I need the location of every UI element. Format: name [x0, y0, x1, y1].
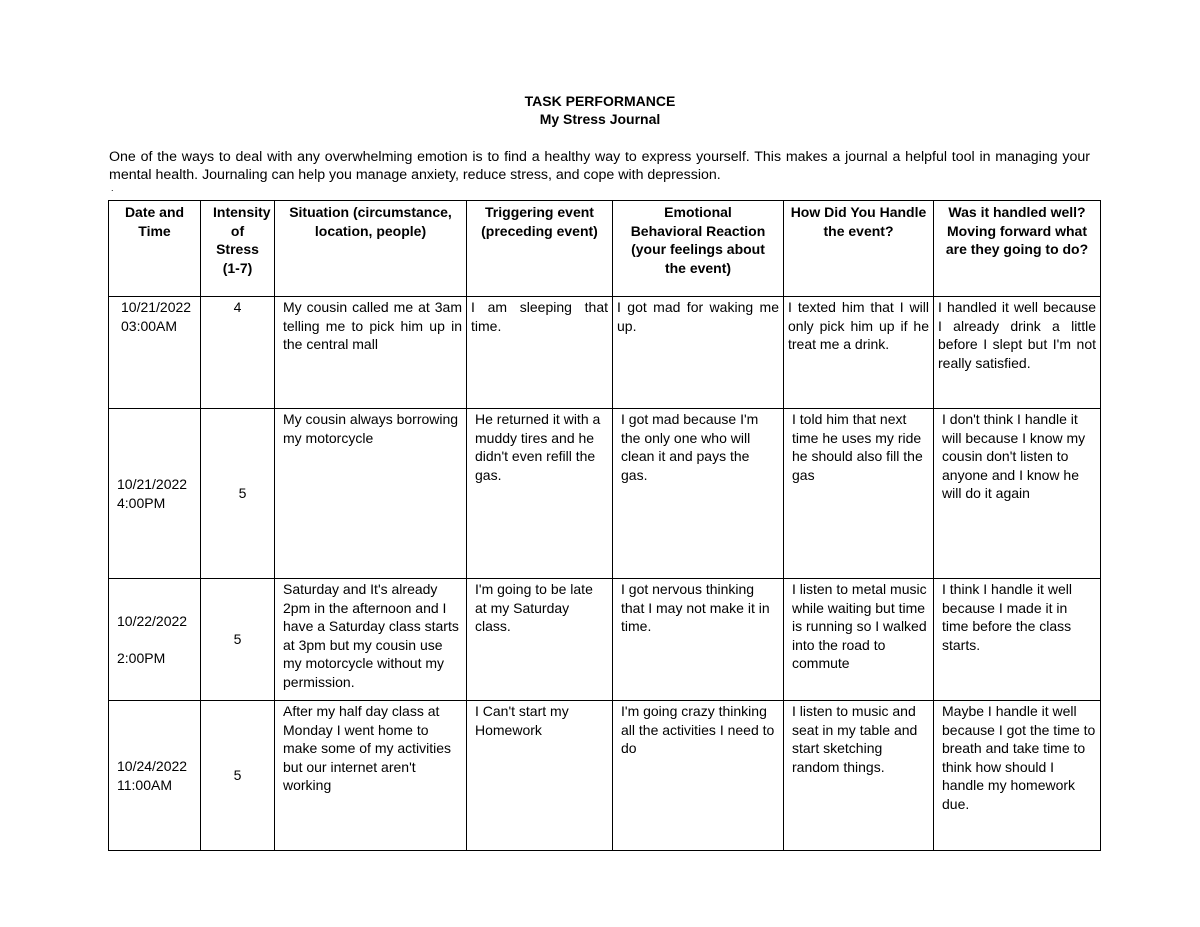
intensity-cell: 4: [201, 297, 275, 409]
date-time-cell: [109, 409, 201, 579]
outcome-cell: I don't think I handle it will because I know my cousin don't listen to anyone and I know he will do it again: [934, 409, 1101, 579]
entry-date: 10/21/2022: [121, 299, 192, 315]
outcome-cell: Maybe I handle it well because I got the time to breath and take time to think how should I handle my homework due.: [934, 701, 1101, 851]
outcome-cell: I handled it well because I already drink a little before I slept but I'm not really satisfied.: [934, 297, 1101, 409]
stray-mark: .: [111, 183, 114, 193]
header-date-time: Date and Time: [109, 201, 201, 297]
date-time-cell: [109, 701, 201, 851]
situation-cell: My cousin always borrowing my motorcycle: [275, 409, 467, 579]
table-row: [109, 579, 1101, 701]
entry-time: 2:00PM: [117, 649, 166, 666]
reaction-cell: I got mad because I'm the only one who will clean it and pays the gas.: [613, 409, 784, 579]
date-time-cell: [109, 297, 201, 409]
handling-cell: I texted him that I will only pick him up if he treat me a drink.: [784, 297, 934, 409]
trigger-cell: I'm going to be late at my Saturday class.: [467, 579, 613, 701]
header-how-handled: How Did You Handle the event?: [784, 201, 934, 297]
entry-date: 10/21/2022: [117, 476, 188, 492]
outcome-cell: I think I handle it well because I made it in time before the class starts.: [934, 579, 1101, 701]
situation-cell: My cousin called me at 3am telling me to pick him up in the central mall: [275, 297, 467, 409]
reaction-cell: I'm going crazy thinking all the activities I need to do: [613, 701, 784, 851]
trigger-cell: I am sleeping that time.: [467, 297, 613, 409]
entry-time: 4:00PM: [117, 494, 166, 511]
header-situation: Situation (circumstance, location, people): [275, 201, 467, 297]
header-emotional-reaction: Emotional Behavioral Reaction (your feelings about the event): [613, 201, 784, 297]
header-intensity: Intensity of Stress (1-7): [201, 201, 275, 297]
handling-cell: I listen to metal music while waiting but time is running so I walked into the road to commute: [784, 579, 934, 701]
table-row: [109, 701, 1101, 851]
intro-paragraph: One of the ways to deal with any overwhelming emotion is to find a healthy way to express yourself. This makes a journal a helpful tool in managing your mental health. Journaling can help you manage anxiety, reduce stress, and cope with depression.: [109, 149, 1090, 183]
title-block: [0, 92, 1200, 128]
table-row: [109, 409, 1101, 579]
date-time-gap: [117, 631, 196, 649]
reaction-cell: I got mad for waking me up.: [613, 297, 784, 409]
document-subtitle: My Stress Journal: [539, 111, 661, 127]
intensity-cell: 5: [201, 701, 275, 851]
intensity-cell: 5: [201, 579, 275, 701]
entry-date: 10/24/2022: [117, 758, 188, 774]
reaction-cell: I got nervous thinking that I may not make it in time.: [613, 579, 784, 701]
entry-time: 03:00AM: [121, 317, 178, 334]
header-triggering-event: Triggering event (preceding event): [467, 201, 613, 297]
situation-cell: Saturday and It's already 2pm in the afternoon and I have a Saturday class starts at 3pm but my cousin use my motorcycle without my permission.: [275, 579, 467, 701]
handling-cell: I listen to music and seat in my table and start sketching random things.: [784, 701, 934, 851]
trigger-cell: I Can't start my Homework: [467, 701, 613, 851]
table-row: [109, 297, 1101, 409]
entry-date: 10/22/2022: [117, 613, 188, 629]
date-time-cell: [109, 579, 201, 701]
table-header-row: [109, 201, 1101, 297]
entry-time: 11:00AM: [117, 776, 172, 793]
situation-cell: After my half day class at Monday I went home to make some of my activities but our internet aren't working: [275, 701, 467, 851]
trigger-cell: He returned it with a muddy tires and he didn't even refill the gas.: [467, 409, 613, 579]
document-title: TASK PERFORMANCE: [524, 93, 676, 109]
stress-journal-table: [108, 200, 1101, 851]
header-handled-well: Was it handled well? Moving forward what are they going to do?: [934, 201, 1101, 297]
handling-cell: I told him that next time he uses my ride he should also fill the gas: [784, 409, 934, 579]
intensity-cell: 5: [201, 409, 275, 579]
